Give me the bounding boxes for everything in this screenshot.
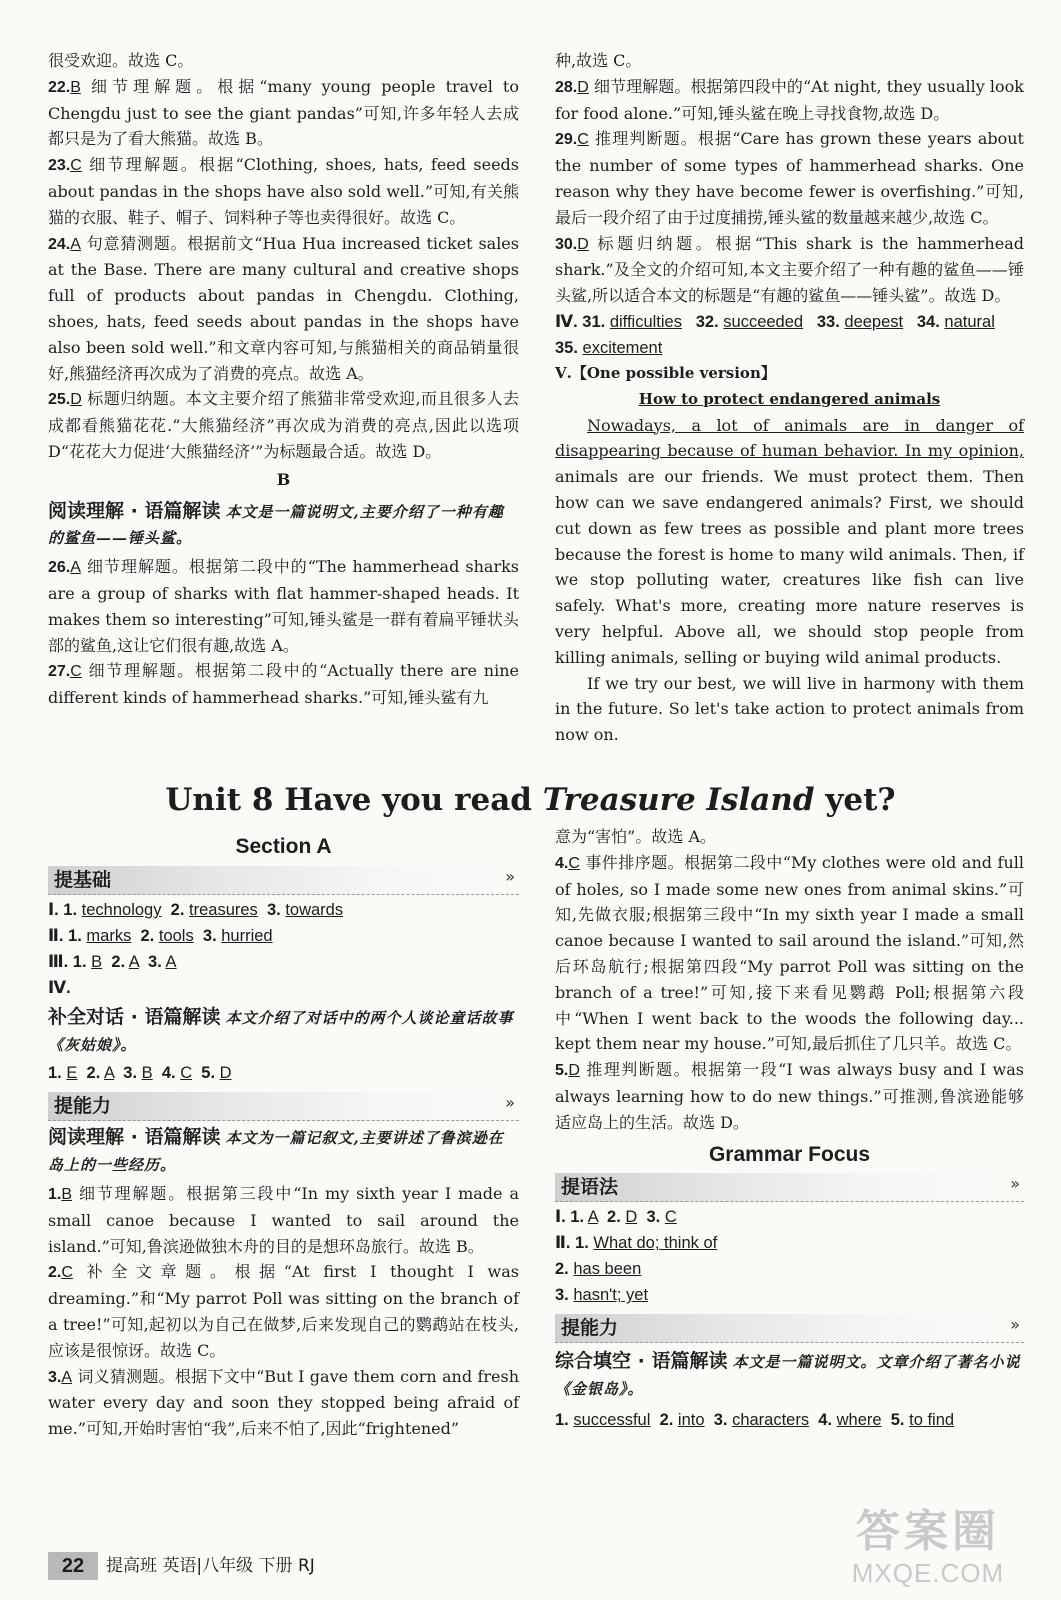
answer-list-left-bottom bbox=[48, 554, 519, 711]
essay-paragraph-2: If we try our best, we will live in harmony with them in the future. So let's take action to protect animals from now on. bbox=[555, 673, 1024, 745]
reading-intro-label: 阅读理解 · 语篇解读 bbox=[48, 499, 221, 522]
answer-item: 意为“害怕”。故选 A。 bbox=[555, 827, 717, 846]
dialog-intro: 补全对话 · 语篇解读 本文介绍了对话中的两个人谈论童话故事《灰姑娘》。 bbox=[48, 1005, 514, 1054]
page-number: 22 bbox=[48, 1552, 98, 1580]
dialog-answers: 1. E 2. A 3. B 4. C 5. D bbox=[48, 1064, 232, 1083]
answer-item: 26.A 细节理解题。根据第二段中的“The hammerhead sharks are a group of sharks with flat hammer-shaped heads. It makes them so interesting”可知,锤头鲨是一群有着扁平锤状头部的鲨鱼,这让它们很有趣,故选 A。 bbox=[48, 557, 519, 655]
section-a-row-4: Ⅳ. bbox=[48, 978, 71, 997]
grammar-row-4: 3. hasn't; yet bbox=[555, 1286, 649, 1305]
section-a-row-3: Ⅲ. 1. B 2. A 3. A bbox=[48, 952, 177, 971]
reading-intro-b bbox=[48, 499, 519, 553]
answer-item: 1.B 细节理解题。根据第三段中“In my sixth year I made a small canoe because I wanted to sail around the island.”可知,鲁滨逊做独木舟的目的是想环岛旅行。故选 B。 bbox=[48, 1183, 519, 1256]
section-a-row-1: Ⅰ. 1. technology 2. treasures 3. towards bbox=[48, 900, 344, 919]
part-v-label: Ⅴ.【One possible version】 bbox=[555, 363, 776, 382]
reading-intro-note: 本文是一篇说明文,主要介绍了一种有趣的鲨鱼——锤头鲨。 bbox=[48, 502, 504, 548]
band-ability-2: 提能力 » bbox=[555, 1314, 1024, 1343]
answer-item: 23.C 细节理解题。根据“Clothing, shoes, hats, feed seeds about pandas in the shops have also sold well.”可知,有关熊猫的衣服、鞋子、帽子、饲料种子等也卖得很好。故选 C。 bbox=[48, 155, 519, 227]
grammar-row-3: 2. has been bbox=[555, 1260, 642, 1279]
answer-item: 25.D 标题归纳题。本文主要介绍了熊猫非常受欢迎,而且很多人去成都看熊猫花花.“大熊猫经济”再次成为消费的亮点,因此以选项 D“花花大力促进‘大熊猫经济’”为标题最合适。故选 D。 bbox=[48, 389, 519, 461]
part-iv-answers-2: 35. excitement bbox=[555, 338, 663, 357]
answer-item: 28.D 细节理解题。根据第四段中的“At night, they usually look for food alone.”可知,锤头鲨在晚上寻找食物,故选 D。 bbox=[555, 76, 1024, 123]
watermark-logo: 答案圈 MXQE.COM bbox=[851, 1507, 1005, 1588]
chevron-right-icon: » bbox=[1010, 1174, 1020, 1194]
answer-item: 种,故选 C。 bbox=[555, 51, 642, 70]
left-column-bottom bbox=[48, 832, 519, 1442]
band-ability: 提能力 » bbox=[48, 1092, 519, 1121]
answer-item: 4.C 事件排序题。根据第二段中“My clothes were old and full of holes, so I made some new ones from animal skins.”可知,先做衣服;根据第三段中“In my sixth year I made a small canoe because I wanted to sail around the island.”可知,然后环岛航行;根据第四段“My parrot Poll was sitting on the branch of a tree!”可知,接下来看见鹦鹉 Poll;根据第六段中“When I went back to the woods the following day... kept them near my house.”可知,最后抓住了几只羊。故选 C。 bbox=[555, 852, 1024, 1054]
answer-item: 22.B 细节理解题。根据“many young people travel to Chengdu just to see the giant pandas”可知,许多年轻人去成都只是为了看大熊猫。故选 B。 bbox=[48, 76, 519, 149]
chevron-right-icon: » bbox=[1010, 1315, 1020, 1335]
band-grammar: 提语法 » bbox=[555, 1173, 1024, 1202]
unit-title: Unit 8 Have you read Treasure Island yet? bbox=[165, 782, 896, 818]
section-a-title: Section A bbox=[235, 835, 332, 858]
part-iv-answers: Ⅳ. 31. difficulties 32. succeeded 33. deepest 34. natural bbox=[555, 312, 995, 331]
answer-list-right-top bbox=[555, 48, 1024, 309]
part-b-label: B bbox=[276, 469, 291, 489]
page-footer bbox=[48, 1552, 468, 1584]
cloze-answers: 1. successful 2. into 3. characters 4. where 5. to find bbox=[555, 1410, 955, 1429]
left-column-top bbox=[48, 48, 519, 711]
chevron-right-icon: » bbox=[505, 866, 515, 886]
section-a-row-2: Ⅱ. 1. marks 2. tools 3. hurried bbox=[48, 926, 273, 945]
answer-item: 27.C 细节理解题。根据第二段中的“Actually there are nine different kinds of hammerhead sharks.”可知,锤头鲨有九 bbox=[48, 661, 519, 708]
chevron-right-icon: » bbox=[505, 1093, 515, 1113]
answer-list-left-top bbox=[48, 48, 519, 465]
reading-intro-a: 阅读理解 · 语篇解读 本文为一篇记叙文,主要讲述了鲁滨逊在岛上的一些经历。 bbox=[48, 1126, 504, 1175]
grammar-row-1: Ⅰ. 1. A 2. D 3. C bbox=[555, 1208, 677, 1227]
answer-item: 30.D 标题归纳题。根据“This shark is the hammerhead shark.”及全文的介绍可知,本文主要介绍了一种有趣的鲨鱼——锤头鲨,所以适合本文的标题是“有趣的鲨鱼——锤头鲨”。故选 D。 bbox=[555, 233, 1024, 306]
cloze-intro: 综合填空 · 语篇解读 本文是一篇说明文。文章介绍了著名小说《金银岛》。 bbox=[555, 1350, 1021, 1399]
essay-paragraph-1: Nowadays, a lot of animals are in danger of disappearing because of human behavior. In my opinion, animals are our friends. We must protect them. Then how can we save endangered animals? First, we should cut down as few trees as possible and plant more trees because the forest is home to many wild animals. Then, if we stop polluting water, creatures like fish can live safely. What's more, creating more nature reserves is very helpful. Above all, we should stop people from killing animals, selling or buying wild animal products. bbox=[555, 415, 1024, 667]
answer-item: 24.A 句意猜测题。根据前文“Hua Hua increased ticket sales at the Base. There are many cultural and creative shops full of products about pandas in Chengdu. Clothing, shoes, hats, feed seeds about pandas in the shops have also been sold well.”和文章内容可知,与熊猫相关的商品销量很好,熊猫经济再次成为了消费的亮点。故选 A。 bbox=[48, 233, 519, 383]
section-a-items bbox=[48, 1181, 519, 1442]
answer-item: 29.C 推理判断题。根据“Care has grown these years about the number of some types of hammerhead sharks. One reason why they have become fewer is overfishing.”可知,最后一段介绍了由于过度捕捞,锤头鲨的数量越来越少,故选 C。 bbox=[555, 129, 1024, 227]
answer-item: 2.C 补全文章题。根据“At first I thought I was dreaming.”和“My parrot Poll was sitting on the branch of a tree!”可知,起初以为自己在做梦,后来发现自己的鹦鹉站在枝头,应该是很惊讶。故选 C。 bbox=[48, 1262, 519, 1360]
band-basic: 提基础 » bbox=[48, 866, 519, 895]
grammar-row-2: Ⅱ. 1. What do; think of bbox=[555, 1234, 718, 1253]
answer-item: 很受欢迎。故选 C。 bbox=[48, 51, 194, 70]
grammar-focus-title: Grammar Focus bbox=[708, 1142, 871, 1166]
answer-item: 3.A 词义猜测题。根据下文中“But I gave them corn and fresh water every day and soon they stopped being afraid of me.”可知,开始时害怕“我”,后来不怕了,因此“frightened” bbox=[48, 1366, 519, 1439]
right-column-bottom bbox=[555, 824, 1024, 1433]
essay-title: How to protect endangered animals bbox=[638, 389, 941, 408]
footer-text: 提高班 英语|八年级 下册 RJ bbox=[106, 1556, 315, 1576]
answer-list-right-mid bbox=[555, 824, 1024, 1136]
answer-item: 5.D 推理判断题。根据第一段“I was always busy and I was always learning how to do new things.”可推测,鲁滨逊能够适应岛上的生活。故选 D。 bbox=[555, 1060, 1024, 1132]
right-column-top bbox=[555, 48, 1024, 748]
